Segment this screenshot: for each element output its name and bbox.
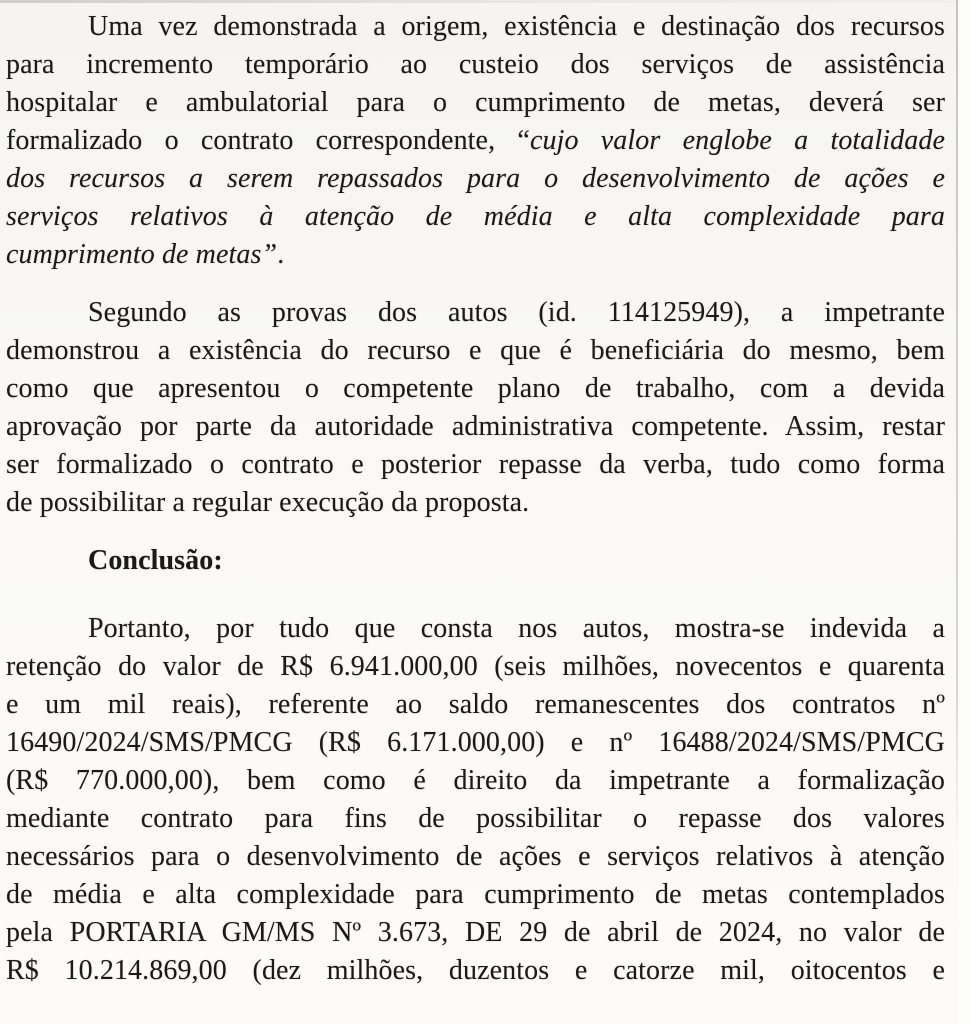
text-segment-italic: serviços relativos à atenção de média e alta complexidade para <box>6 201 945 232</box>
text-segment-normal: Uma vez demonstrada a origem, existência e destinação dos recursos <box>88 11 945 42</box>
text-line <box>6 160 945 198</box>
text-line <box>6 408 945 446</box>
text-segment-italic: dos recursos a serem repassados para o desenvolvimento de ações e <box>6 163 945 194</box>
text-line <box>6 8 945 46</box>
text-segment-normal: Segundo as provas dos autos (id. 114125949), a impetrante <box>88 297 945 328</box>
document-text-area <box>6 8 945 990</box>
text-segment-normal: pela PORTARIA GM/MS Nº 3.673, DE 29 de abril de 2024, no valor de <box>6 917 945 948</box>
text-segment-italic: cujo valor englobe a totalidade <box>529 125 945 156</box>
text-line <box>6 914 945 952</box>
text-segment-normal: Portanto, por tudo que consta nos autos, mostra-se indevida a <box>88 613 945 644</box>
scan-right-margin <box>958 0 970 1024</box>
text-segment-normal: ser formalizado o contrato e posterior repasse da verba, tudo como forma <box>6 449 945 480</box>
text-line <box>6 800 945 838</box>
text-line <box>6 648 945 686</box>
text-line <box>6 84 945 122</box>
text-segment-normal: de possibilitar a regular execução da proposta. <box>6 487 530 518</box>
text-line <box>6 370 945 408</box>
text-line <box>6 198 945 236</box>
text-line <box>6 122 945 160</box>
paragraph-provas-autos <box>6 294 945 522</box>
paragraph-origem-recursos <box>6 8 945 274</box>
text-segment-normal: necessários para o desenvolvimento de ações e serviços relativos à atenção <box>6 841 945 872</box>
text-segment-italic: cumprimento de metas” <box>6 239 278 270</box>
text-line <box>6 446 945 484</box>
text-line <box>6 46 945 84</box>
text-segment-normal: demonstrou a existência do recurso e que é beneficiária do mesmo, bem <box>6 335 945 366</box>
scan-page-edge-line <box>956 0 958 856</box>
text-segment-normal: R$ 10.214.869,00 (dez milhões, duzentos e catorze mil, oitocentos e <box>6 955 945 986</box>
text-line <box>6 762 945 800</box>
text-line <box>6 952 945 990</box>
text-line <box>6 236 945 274</box>
text-line <box>6 724 945 762</box>
text-line <box>6 876 945 914</box>
text-segment-normal: e um mil reais), referente ao saldo remanescentes dos contratos nº <box>6 689 945 720</box>
heading-line <box>6 542 945 580</box>
heading-conclusao <box>6 542 945 580</box>
text-segment-normal: para incremento temporário ao custeio dos serviços de assistência <box>6 49 945 80</box>
text-segment-normal: 16490/2024/SMS/PMCG (R$ 6.171.000,00) e nº 16488/2024/SMS/PMCG <box>6 727 945 758</box>
paragraph-portanto-conclusao <box>6 610 945 990</box>
text-segment-normal: mediante contrato para fins de possibilitar o repasse dos valores <box>6 803 945 834</box>
text-segment-normal: hospitalar e ambulatorial para o cumprimento de metas, deverá ser <box>6 87 945 118</box>
text-line <box>6 332 945 370</box>
text-line <box>6 838 945 876</box>
text-segment-normal: (R$ 770.000,00), bem como é direito da impetrante a formalização <box>6 765 945 796</box>
scan-top-edge-artifact <box>0 0 970 3</box>
text-segment-normal: formalizado o contrato correspondente, “ <box>6 125 530 156</box>
text-segment-normal: como que apresentou o competente plano de trabalho, com a devida <box>6 373 945 404</box>
text-line <box>6 610 945 648</box>
text-segment-normal: . <box>277 239 285 270</box>
text-line <box>6 294 945 332</box>
text-line <box>6 484 945 522</box>
text-segment-bold: Conclusão: <box>88 545 223 576</box>
text-segment-normal: de média e alta complexidade para cumprimento de metas contemplados <box>6 879 945 910</box>
text-segment-normal: retenção do valor de R$ 6.941.000,00 (seis milhões, novecentos e quarenta <box>6 651 945 682</box>
text-segment-normal: aprovação por parte da autoridade administrativa competente. Assim, restar <box>6 411 945 442</box>
text-line <box>6 686 945 724</box>
